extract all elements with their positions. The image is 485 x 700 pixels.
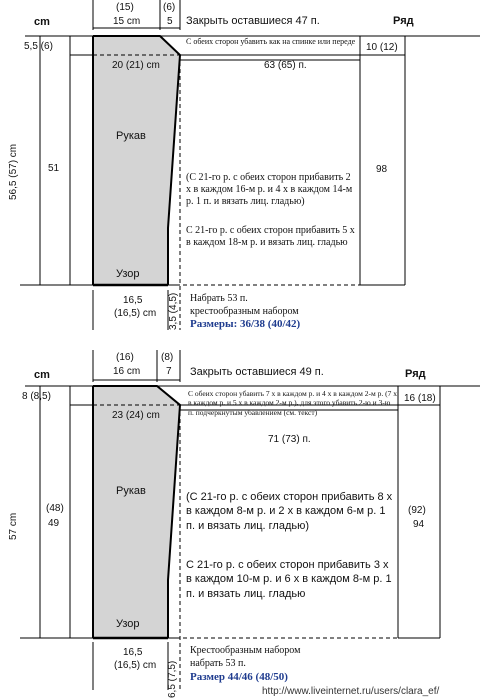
top-width: 15 cm xyxy=(113,16,141,27)
main-rows-alt-2: (92) xyxy=(408,505,426,516)
sleeve-shape-2 xyxy=(93,386,180,638)
shoulder-note: С обеих сторон убавить как на спинке или переде xyxy=(186,37,356,46)
dimension-lines-1 xyxy=(20,0,480,330)
column-header-cm: cm xyxy=(34,16,50,28)
top-stitch-count: 63 (65) п. xyxy=(264,60,307,71)
shoulder-width-2: 7 xyxy=(166,366,172,377)
close-instruction-2: Закрыть оставшиеся 49 п. xyxy=(190,366,324,378)
shoulder-width-alt-2: (8) xyxy=(161,352,174,363)
pattern-label: Узор xyxy=(116,268,140,280)
cap-rows-2: 16 (18) xyxy=(404,393,436,404)
pattern-label-2: Узор xyxy=(116,618,140,630)
cuff-height-2: 6,5 (7,5) xyxy=(167,660,178,698)
bottom-width-2: 16,5 xyxy=(123,647,143,658)
top-width-cm-2: 23 (24) cm xyxy=(112,410,160,421)
shoulder-note-2: С обеих сторон убавить 7 х в каждом р. и 4 х в каждом 2-м р. (7 х в каждом р. и 5 х в каждом 2-м р.), для этого убавить 2-ю и 3-ю п. подчеркнутым убавлением (см. текст) xyxy=(188,389,398,417)
top-stitch-count-2: 71 (73) п. xyxy=(268,434,311,445)
bottom-width-cm-2: (16,5) cm xyxy=(114,660,157,671)
sleeve-length-alt-2: (48) xyxy=(46,503,64,514)
top-width-cm: 20 (21) cm xyxy=(112,60,160,71)
cap-height-2: 8 (8,5) xyxy=(22,391,51,402)
cap-rows: 10 (12) xyxy=(366,42,398,53)
column-header-row-2: Ряд xyxy=(405,368,426,380)
sleeve-length: 51 xyxy=(48,163,60,174)
sleeve-shape-1 xyxy=(93,36,180,285)
cast-on-method-2: Крестообразным набором xyxy=(190,645,301,656)
cuff-height: 3,5 (4,5) xyxy=(168,292,179,330)
sizes-label: Размеры: 36/38 (40/42) xyxy=(190,318,301,330)
main-rows: 98 xyxy=(376,164,388,175)
close-instruction: Закрыть оставшиеся 47 п. xyxy=(186,15,320,27)
increase-note-2: С 21-го р. с обеих сторон прибавить 5 х в каждом 18-м р. и вязать лиц. гладью xyxy=(186,225,355,249)
shoulder-width: 5 xyxy=(167,16,173,27)
top-width-alt-2: (16) xyxy=(116,352,134,363)
column-header-cm-2: cm xyxy=(34,369,50,381)
cap-height: 5,5 (6) xyxy=(24,41,53,52)
cast-on-method: крестообразным набором xyxy=(190,306,299,317)
sizes-label-2: Размер 44/46 (48/50) xyxy=(190,671,288,683)
increase-note-1: (С 21-го р. с обеих сторон прибавить 2 х в каждом 16-м р. и 4 х в каждом 14-м р. 1 п. и вязать лиц. гладью) xyxy=(186,172,353,208)
sleeve-label-2: Рукав xyxy=(116,485,146,497)
column-header-row: Ряд xyxy=(393,15,414,27)
top-width-alt: (15) xyxy=(116,2,134,13)
top-width-2: 16 cm xyxy=(113,366,141,377)
cast-on-count: Набрать 53 п. xyxy=(190,293,248,304)
bottom-width-cm: (16,5) cm xyxy=(114,308,157,319)
increase-note-1-2: (С 21-го р. с обеих сторон прибавить 8 х в каждом 8-м р. и 2 х в каждом 6-м р. 1 п. и вязать лиц. гладью) xyxy=(186,491,393,532)
total-length-2: 57 cm xyxy=(8,512,19,540)
sleeve-label: Рукав xyxy=(116,130,146,142)
watermark: http://www.liveinternet.ru/users/clara_ef/ xyxy=(262,686,440,697)
shoulder-width-alt: (6) xyxy=(163,2,176,13)
main-rows-2: 94 xyxy=(413,519,425,530)
total-length: 56,5 (57) cm xyxy=(8,143,19,200)
bottom-width: 16,5 xyxy=(123,295,143,306)
increase-note-2-2: С 21-го р. с обеих сторон прибавить 3 х в каждом 10-м р. и 6 х в каждом 8-м р. 1 п. и вязать лиц. гладью xyxy=(186,559,392,600)
sleeve-length-2: 49 xyxy=(48,518,60,529)
cast-on-count-2: набрать 53 п. xyxy=(190,658,246,669)
